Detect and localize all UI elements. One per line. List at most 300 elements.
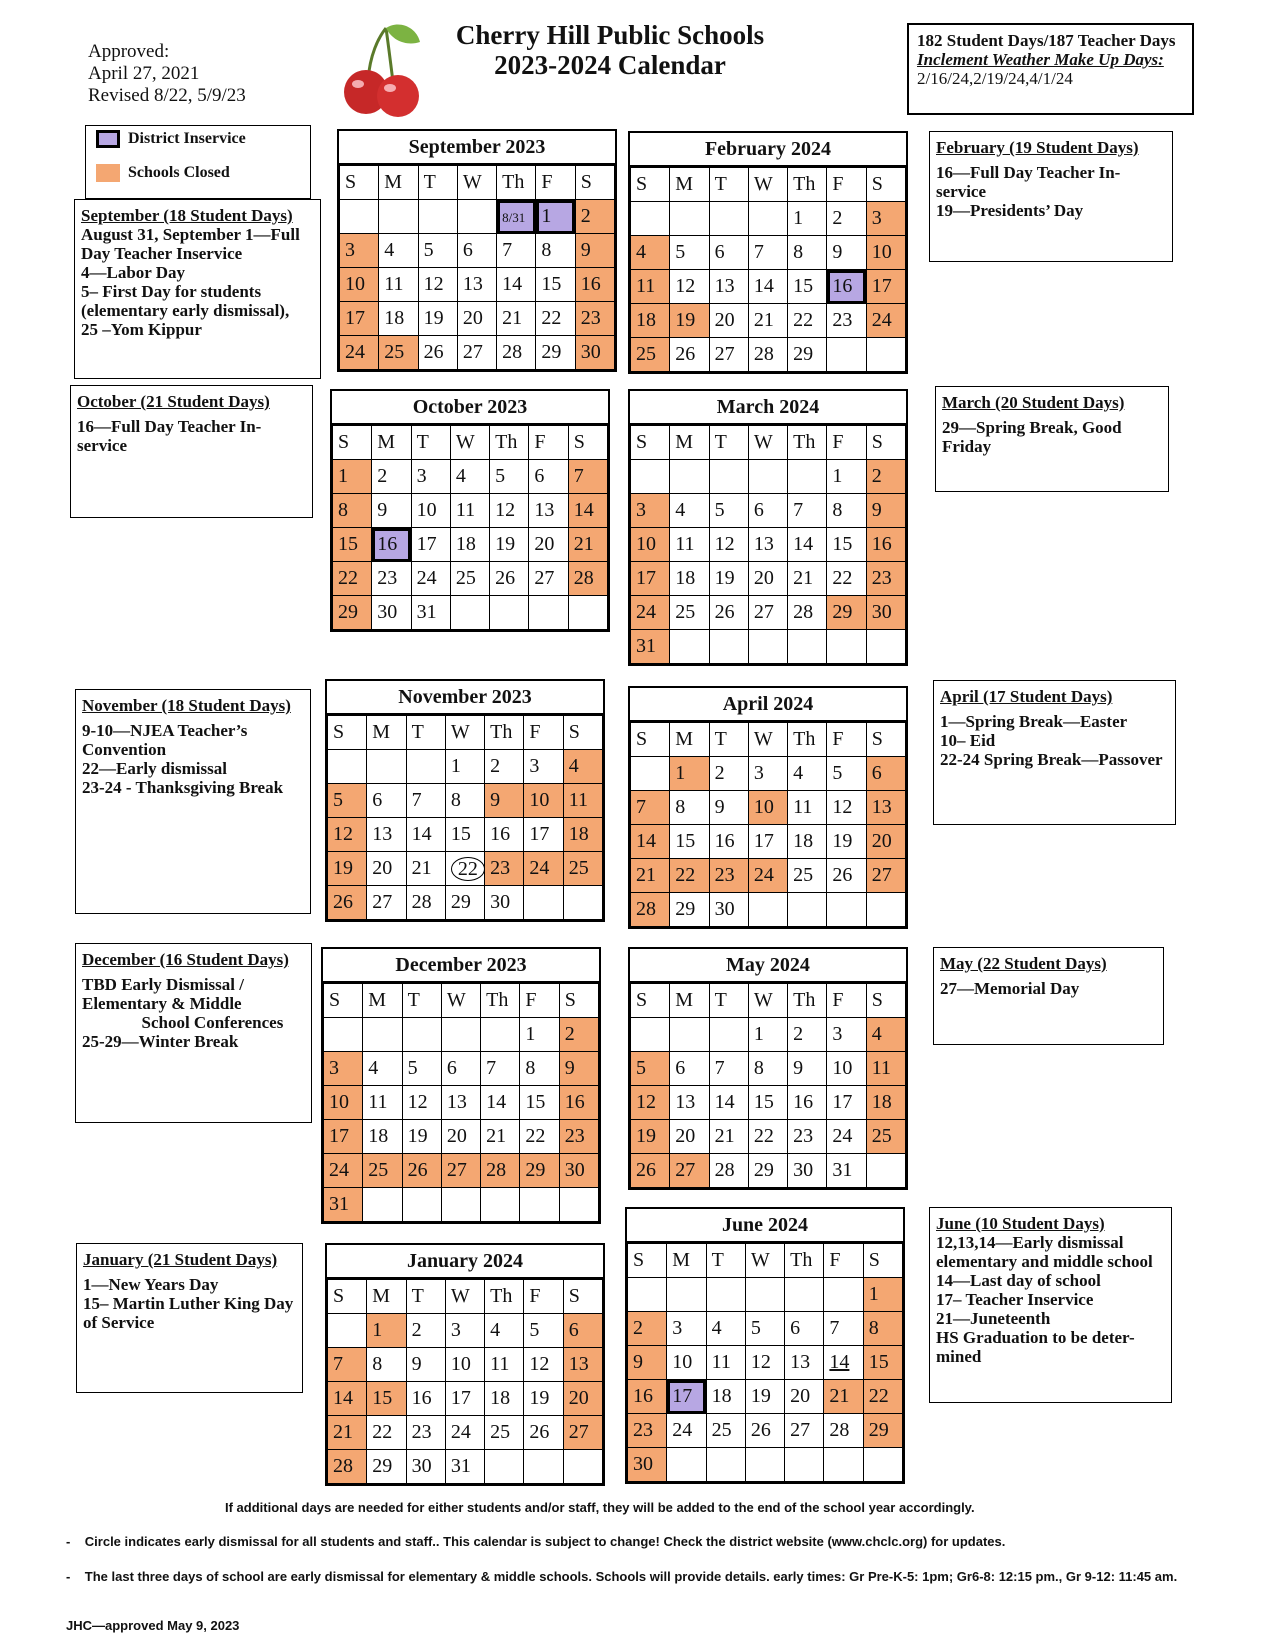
calendar-day <box>631 1120 670 1154</box>
approval-info <box>88 41 246 107</box>
day-number: 13 <box>790 1351 811 1373</box>
calendar-week-row <box>631 825 906 859</box>
day-number: 6 <box>675 1057 686 1079</box>
note-october <box>70 385 313 518</box>
day-number: 28 <box>333 1455 353 1477</box>
calendar-empty-cell <box>709 630 748 664</box>
note-line: August 31, September 1—Full Day Teacher Inservice <box>81 225 300 263</box>
note-march <box>935 386 1169 492</box>
weekday-header: Th <box>788 723 827 757</box>
day-number: 21 <box>333 1421 353 1443</box>
day-number: 6 <box>790 1317 801 1339</box>
calendar-week-row <box>340 302 615 336</box>
day-number: 19 <box>423 307 444 329</box>
weekday-header: T <box>709 426 748 460</box>
calendar-day <box>667 1346 706 1380</box>
calendar-day <box>450 494 489 528</box>
day-number: 5 <box>423 239 434 261</box>
day-number: 22 <box>451 857 485 881</box>
calendar-empty-cell <box>363 1018 402 1052</box>
note-september <box>74 199 321 379</box>
calendar-day <box>372 562 411 596</box>
day-number: 21 <box>411 857 432 879</box>
note-line: 15– Martin Luther King Day of Service <box>83 1294 294 1332</box>
calendar-day <box>788 596 827 630</box>
day-number: 15 <box>832 533 853 555</box>
day-number: 6 <box>534 465 545 487</box>
calendar-day <box>827 1018 866 1052</box>
day-number: 14 <box>714 1091 735 1113</box>
day-number: 19 <box>636 1125 656 1147</box>
calendar-day <box>788 528 827 562</box>
calendar-day <box>490 494 529 528</box>
day-number: 1 <box>832 465 843 487</box>
calendar-empty-cell <box>706 1448 745 1482</box>
calendar-empty-cell <box>866 1154 905 1188</box>
day-number: 19 <box>333 857 353 879</box>
calendar-empty-cell <box>631 202 670 236</box>
calendar-empty-cell <box>328 1314 367 1348</box>
day-number: 21 <box>636 864 656 886</box>
day-number: 25 <box>793 864 814 886</box>
calendar-day <box>748 1052 787 1086</box>
day-number: 22 <box>541 307 562 329</box>
day-number: 30 <box>871 601 892 623</box>
calendar-week-row <box>631 859 906 893</box>
day-number: 25 <box>455 567 476 589</box>
calendar-empty-cell <box>788 460 827 494</box>
day-number: 13 <box>462 273 483 295</box>
calendar-day <box>709 236 748 270</box>
calendar-day <box>670 825 709 859</box>
calendar-day <box>866 236 905 270</box>
calendar-day <box>559 1018 598 1052</box>
weekday-header: Th <box>485 716 524 750</box>
calendar-month-title: March 2024 <box>630 391 906 425</box>
day-number: 27 <box>372 891 393 913</box>
day-number: 13 <box>714 275 735 297</box>
bullet: - <box>66 1569 85 1584</box>
calendar-day <box>367 1314 406 1348</box>
day-number: 4 <box>455 465 466 487</box>
calendar-january-2024 <box>325 1243 605 1486</box>
day-number: 5 <box>832 762 843 784</box>
calendar-day <box>631 528 670 562</box>
calendar-day <box>788 562 827 596</box>
calendar-day <box>367 1382 406 1416</box>
calendar-week-row <box>631 236 906 270</box>
day-number: 24 <box>636 601 656 623</box>
day-number: 13 <box>534 499 555 521</box>
day-number: 27 <box>675 1159 696 1181</box>
day-number: 27 <box>568 1421 589 1443</box>
calendar-day <box>485 750 524 784</box>
note-line: 16—Full Day Teacher In-service <box>77 417 262 455</box>
calendar-day <box>418 268 457 302</box>
weekday-header: W <box>745 1244 784 1278</box>
calendar-day <box>340 234 379 268</box>
calendar-day <box>709 859 748 893</box>
calendar-day <box>406 1348 445 1382</box>
calendar-day <box>363 1154 402 1188</box>
day-number: 3 <box>832 1023 843 1045</box>
calendar-month-title: September 2023 <box>339 131 615 165</box>
calendar-day <box>866 304 905 338</box>
calendar-day <box>748 1154 787 1188</box>
calendar-day <box>631 1052 670 1086</box>
day-number: 11 <box>793 796 813 818</box>
legend <box>85 125 311 199</box>
day-number: 30 <box>714 898 735 920</box>
day-number: 10 <box>753 796 774 818</box>
calendar-day <box>670 596 709 630</box>
day-number: 27 <box>871 864 892 886</box>
days-summary-box <box>907 23 1194 115</box>
calendar-week-row <box>631 1052 906 1086</box>
day-number: 10 <box>529 789 550 811</box>
calendar-day <box>333 562 372 596</box>
note-december <box>75 943 312 1123</box>
calendar-day <box>406 784 445 818</box>
title-line-2: 2023-2024 Calendar <box>494 50 726 80</box>
calendar-day <box>788 1018 827 1052</box>
note-title: September (18 Student Days) <box>81 206 293 225</box>
calendar-day <box>536 268 575 302</box>
note-line: 1—Spring Break—Easter <box>940 712 1128 731</box>
day-number: 23 <box>832 309 853 331</box>
day-number: 9 <box>377 499 388 521</box>
makeup-dates: 2/16/24,2/19/24,4/1/24 <box>917 69 1073 88</box>
day-number: 30 <box>633 1453 653 1475</box>
calendar-day <box>670 1086 709 1120</box>
day-number: 10 <box>329 1091 349 1113</box>
calendar-day <box>441 1120 480 1154</box>
calendar-day <box>827 859 866 893</box>
note-line: HS Graduation to be deter-mined <box>936 1328 1135 1366</box>
calendar-day <box>524 1382 563 1416</box>
weekday-header: S <box>563 716 602 750</box>
note-may <box>933 947 1164 1045</box>
calendar-day <box>788 270 827 304</box>
calendar-grid <box>630 983 906 1188</box>
calendar-empty-cell <box>670 460 709 494</box>
day-number: 12 <box>495 499 516 521</box>
calendar-week-row <box>328 852 603 886</box>
calendar-day <box>524 852 563 886</box>
day-number: 9 <box>793 1057 804 1079</box>
calendar-month-title: December 2023 <box>323 949 599 983</box>
note-january <box>76 1243 303 1393</box>
calendar-day <box>670 270 709 304</box>
weekday-header-row <box>631 984 906 1018</box>
weekday-header-row <box>324 984 599 1018</box>
day-number: 20 <box>675 1125 696 1147</box>
day-number: 20 <box>446 1125 467 1147</box>
day-number: 18 <box>636 309 656 331</box>
calendar-week-row <box>333 494 608 528</box>
day-number: 28 <box>714 1159 735 1181</box>
calendar-empty-cell <box>748 202 787 236</box>
calendar-day <box>324 1052 363 1086</box>
day-number: 21 <box>753 309 774 331</box>
calendar-empty-cell <box>328 750 367 784</box>
calendar-day <box>631 562 670 596</box>
day-number: 27 <box>462 341 483 363</box>
calendar-day <box>445 818 484 852</box>
weekday-header: Th <box>490 426 529 460</box>
weekday-header: Th <box>485 1280 524 1314</box>
day-number: 18 <box>568 823 589 845</box>
calendar-week-row <box>631 893 906 927</box>
calendar-day <box>827 304 866 338</box>
weekday-header: M <box>367 1280 406 1314</box>
calendar-empty-cell <box>563 886 602 920</box>
calendar-day <box>631 270 670 304</box>
calendar-day <box>497 200 536 234</box>
calendar-day <box>827 562 866 596</box>
calendar-day <box>748 791 787 825</box>
day-number: 25 <box>368 1159 389 1181</box>
calendar-day <box>824 1312 863 1346</box>
calendar-february-2024 <box>628 131 908 374</box>
calendar-day <box>340 336 379 370</box>
day-number: 19 <box>714 567 735 589</box>
calendar-day <box>524 818 563 852</box>
calendar-empty-cell <box>709 460 748 494</box>
day-number: 24 <box>329 1159 349 1181</box>
calendar-november-2023 <box>325 679 605 922</box>
calendar-day <box>785 1346 824 1380</box>
day-number: 21 <box>486 1125 507 1147</box>
calendar-day <box>418 234 457 268</box>
day-number: 6 <box>446 1057 457 1079</box>
calendar-day <box>667 1380 706 1414</box>
weekday-header-row <box>631 426 906 460</box>
note-line: 16—Full Day Teacher In-service <box>936 163 1121 201</box>
calendar-day <box>328 1450 367 1484</box>
day-number: 13 <box>675 1091 696 1113</box>
calendar-day <box>328 818 367 852</box>
day-number: 7 <box>502 239 513 261</box>
calendar-day <box>367 1416 406 1450</box>
weekday-header: S <box>568 426 607 460</box>
calendar-day <box>450 528 489 562</box>
day-number: 30 <box>490 891 511 913</box>
calendar-empty-cell <box>402 1018 441 1052</box>
approved-line: April 27, 2021 <box>88 63 200 84</box>
calendar-day <box>788 825 827 859</box>
day-number: 2 <box>490 755 501 777</box>
note-line: 5– First Day for students (elementary early dismissal), <box>81 282 290 320</box>
calendar-empty-cell <box>748 460 787 494</box>
day-number: 14 <box>829 1351 850 1373</box>
calendar-september-2023 <box>337 129 617 372</box>
weekday-header: F <box>827 984 866 1018</box>
calendar-day <box>866 757 905 791</box>
calendar-day <box>788 1086 827 1120</box>
calendar-day <box>748 304 787 338</box>
calendar-day <box>866 202 905 236</box>
calendar-week-row <box>328 1450 603 1484</box>
day-number: 16 <box>411 1387 432 1409</box>
day-number: 13 <box>446 1091 467 1113</box>
calendar-day <box>328 1348 367 1382</box>
calendar-day <box>748 757 787 791</box>
calendar-empty-cell <box>745 1448 784 1482</box>
weekday-header: S <box>563 1280 602 1314</box>
calendar-empty-cell <box>441 1018 480 1052</box>
calendar-day <box>827 270 866 304</box>
note-line: 14—Last day of school <box>936 1271 1101 1290</box>
calendar-day <box>866 1086 905 1120</box>
calendar-empty-cell <box>670 630 709 664</box>
day-number: 1 <box>525 1023 536 1045</box>
calendar-day <box>667 1414 706 1448</box>
calendar-day <box>497 302 536 336</box>
calendar-day <box>866 825 905 859</box>
calendar-day <box>788 1154 827 1188</box>
calendar-week-row <box>631 460 906 494</box>
calendar-day <box>706 1346 745 1380</box>
calendar-empty-cell <box>457 200 496 234</box>
calendar-day <box>709 270 748 304</box>
day-number: 30 <box>580 341 601 363</box>
calendar-day <box>866 528 905 562</box>
day-number: 26 <box>832 864 853 886</box>
calendar-empty-cell <box>709 202 748 236</box>
calendar-day <box>670 859 709 893</box>
calendar-day <box>367 1450 406 1484</box>
calendar-day <box>418 336 457 370</box>
day-number: 29 <box>525 1159 546 1181</box>
day-number: 18 <box>793 830 814 852</box>
day-number: 4 <box>675 499 686 521</box>
day-number: 28 <box>502 341 523 363</box>
calendar-empty-cell <box>490 596 529 630</box>
calendar-day <box>866 1120 905 1154</box>
calendar-day <box>536 200 575 234</box>
note-line: 17– Teacher Inservice <box>936 1290 1094 1309</box>
calendar-day <box>748 1086 787 1120</box>
calendar-week-row <box>631 1018 906 1052</box>
day-number: 10 <box>416 499 437 521</box>
day-number: 2 <box>377 465 388 487</box>
day-number: 8 <box>832 499 843 521</box>
day-number: 22 <box>525 1125 546 1147</box>
calendar-day <box>827 791 866 825</box>
calendar-empty-cell <box>529 596 568 630</box>
calendar-week-row <box>324 1018 599 1052</box>
calendar-week-row <box>328 1382 603 1416</box>
calendar-day <box>866 270 905 304</box>
calendar-day <box>563 1348 602 1382</box>
day-number: 7 <box>793 499 804 521</box>
weekday-header: F <box>524 716 563 750</box>
calendar-empty-cell <box>485 1450 524 1484</box>
day-number: 27 <box>714 343 735 365</box>
calendar-day <box>379 268 418 302</box>
note-line: 1—New Years Day <box>83 1275 219 1294</box>
day-number: 24 <box>871 309 892 331</box>
calendar-day <box>324 1120 363 1154</box>
day-number: 10 <box>672 1351 693 1373</box>
calendar-day <box>748 270 787 304</box>
calendar-day <box>670 791 709 825</box>
calendar-may-2024 <box>628 947 908 1190</box>
calendar-day <box>324 1086 363 1120</box>
note-title: October (21 Student Days) <box>77 392 270 411</box>
day-number: 26 <box>636 1159 656 1181</box>
day-number: 24 <box>345 341 365 363</box>
calendar-day <box>628 1448 667 1482</box>
calendar-month-title: October 2023 <box>332 391 608 425</box>
calendar-day <box>631 1086 670 1120</box>
day-number: 14 <box>636 830 656 852</box>
calendar-empty-cell <box>340 200 379 234</box>
weekday-header: W <box>748 984 787 1018</box>
calendar-day <box>745 1346 784 1380</box>
day-number: 23 <box>377 567 398 589</box>
day-number: 2 <box>411 1319 422 1341</box>
legend-inservice <box>96 130 246 148</box>
calendar-day <box>827 757 866 791</box>
day-number: 20 <box>753 567 774 589</box>
note-title: April (17 Student Days) <box>940 687 1113 706</box>
day-number: 28 <box>793 601 814 623</box>
calendar-day <box>748 236 787 270</box>
day-number: 20 <box>568 1387 589 1409</box>
calendar-day <box>706 1414 745 1448</box>
calendar-empty-cell <box>788 893 827 927</box>
day-number: 29 <box>793 343 814 365</box>
calendar-day <box>367 784 406 818</box>
note-line: 23-24 - Thanksgiving Break <box>82 778 284 797</box>
day-number: 8 <box>541 239 552 261</box>
calendar-empty-cell <box>863 1448 902 1482</box>
note-line: 21—Juneteenth <box>936 1309 1051 1328</box>
calendar-week-row <box>631 791 906 825</box>
calendar-day <box>863 1414 902 1448</box>
calendar-day <box>575 336 614 370</box>
day-number: 4 <box>871 1023 882 1045</box>
calendar-empty-cell <box>670 1018 709 1052</box>
day-number: 11 <box>711 1351 731 1373</box>
calendar-day <box>445 750 484 784</box>
calendar-grid <box>327 1279 603 1484</box>
calendar-day <box>457 336 496 370</box>
day-number: 31 <box>416 601 437 623</box>
day-number: 1 <box>753 1023 764 1045</box>
calendar-empty-cell <box>827 338 866 372</box>
calendar-week-row <box>631 757 906 791</box>
note-line: 10– Eid <box>940 731 996 750</box>
calendar-day <box>670 757 709 791</box>
weekday-header: F <box>529 426 568 460</box>
calendar-empty-cell <box>481 1018 520 1052</box>
calendar-month-title: June 2024 <box>627 1209 903 1243</box>
approved-line: Approved: <box>88 41 170 62</box>
calendar-day <box>709 494 748 528</box>
calendar-day <box>333 596 372 630</box>
note-line: 4—Labor Day <box>81 263 186 282</box>
day-number: 25 <box>636 343 656 365</box>
calendar-empty-cell <box>524 1450 563 1484</box>
calendar-empty-cell <box>568 596 607 630</box>
day-number: 22 <box>338 567 358 589</box>
day-number: 16 <box>793 1091 814 1113</box>
calendar-day <box>367 818 406 852</box>
calendar-day <box>406 1416 445 1450</box>
